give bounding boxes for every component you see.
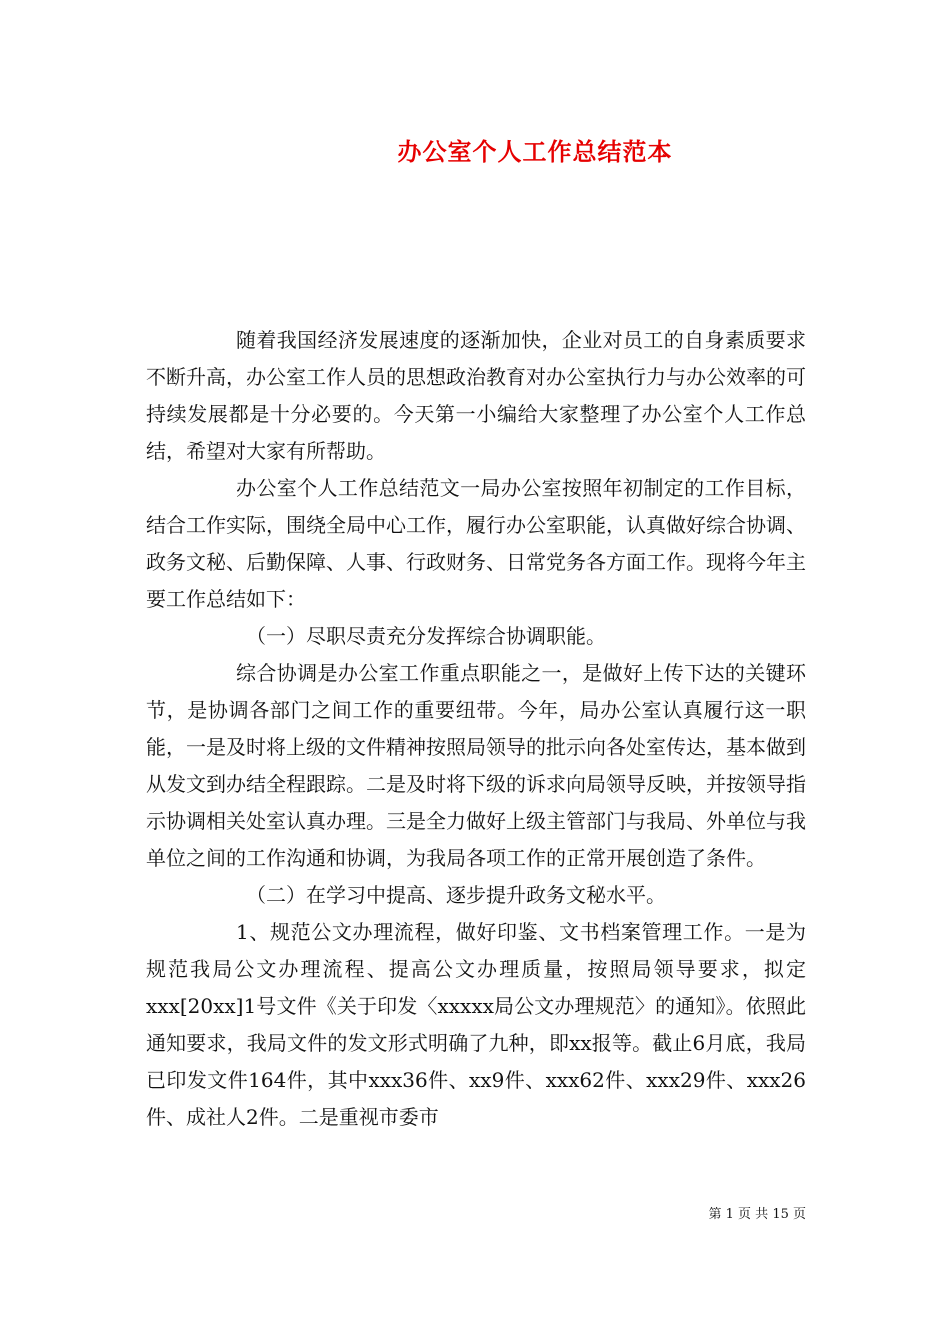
page-number: 第 1 页 共 15 页 [708, 1207, 806, 1222]
paragraph-intro: 随着我国经济发展速度的逐渐加快，企业对员工的自身素质要求不断升高，办公室工作人员的思想政治教育对办公室执行力与办公效率的可持续发展都是十分必要的。今天第一小编给大家整理了办公室个人工作总结，希望对大家有所帮助。 [146, 328, 806, 463]
paragraph-summary: 办公室个人工作总结范文一局办公室按照年初制定的工作目标，结合工作实际，围绕全局中心工作，履行办公室职能，认真做好综合协调、政务文秘、后勤保障、人事、行政财务、日常党务各方面工作。现将今年主要工作总结如下： [146, 476, 806, 611]
paragraph-documents: 1、规范公文办理流程，做好印鉴、文书档案管理工作。一是为规范我局公文办理流程、提高公文办理质量，按照局领导要求，拟定xxx[20xx]1号文件《关于印发〈xxxxx局公文办理规范〉的通知》。依照此通知要求，我局文件的发文形式明确了九种，即xx报等。截止6月底，我局已印发文件164件，其中xxx36件、xx9件、xxx62件、xxx29件、xxx26件、成社人2件。二是重视市委市 [146, 920, 806, 1129]
document-title: 办公室个人工作总结范本 [397, 137, 673, 166]
document-body [146, 322, 806, 1136]
paragraph-coordination: 综合协调是办公室工作重点职能之一，是做好上传下达的关键环节，是协调各部门之间工作的重要纽带。今年，局办公室认真履行这一职能，一是及时将上级的文件精神按照局领导的批示向各处室传达，基本做到从发文到办结全程跟踪。二是及时将下级的诉求向局领导反映，并按领导指示协调相关处室认真办理。三是全力做好上级主管部门与我局、外单位与我单位之间的工作沟通和协调，为我局各项工作的正常开展创造了条件。 [146, 661, 806, 870]
section-heading-2: （二）在学习中提高、逐步提升政务文秘水平。 [246, 883, 666, 907]
section-heading-1: （一）尽职尽责充分发挥综合协调职能。 [246, 624, 606, 648]
